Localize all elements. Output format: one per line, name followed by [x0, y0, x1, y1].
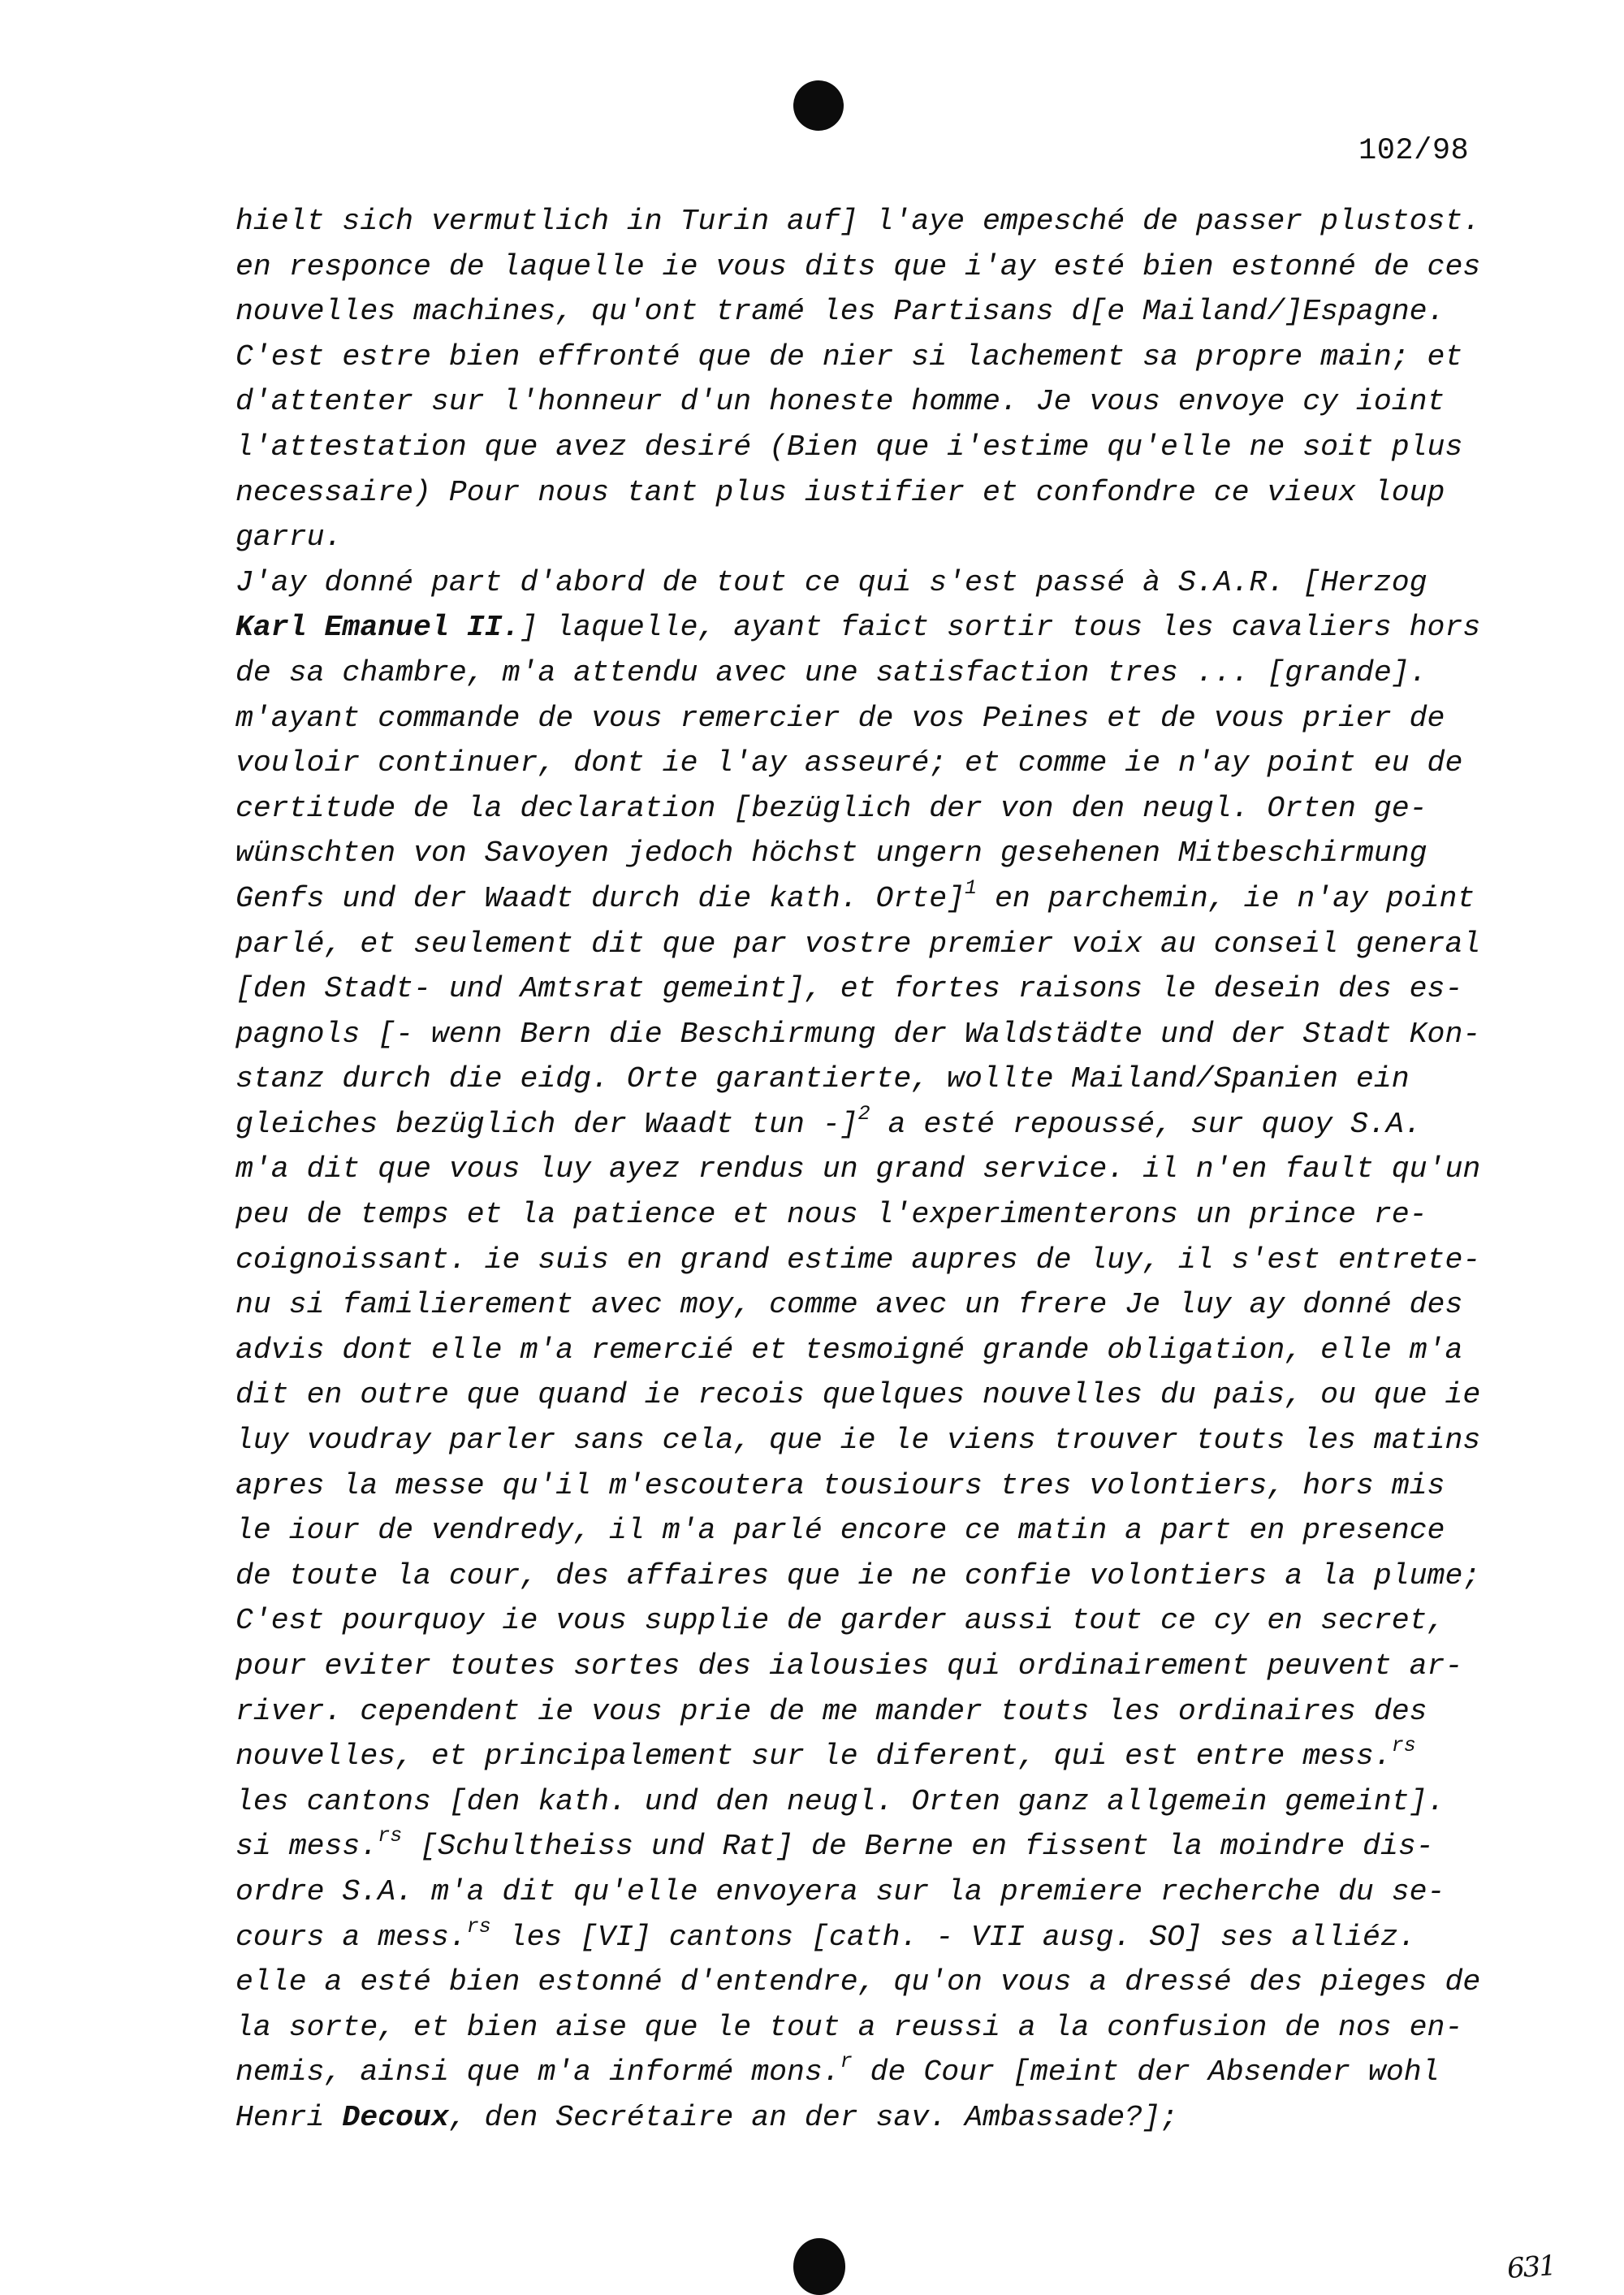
text-segment: [Schultheiss und Rat] de Berne en fissent la moindre dis- [402, 1830, 1434, 1864]
text-segment: , den Secrétaire an der sav. Ambassade?]; [448, 2100, 1178, 2134]
text-line [235, 696, 1486, 741]
text-segment: stanz durch die eidg. Orte garantierte, wollte Mailand/Spanien ein [235, 1062, 1410, 1096]
text-line [235, 470, 1486, 516]
text-segment: de toute la cour, des affaires que ie ne confie volontiers a la plume; [235, 1558, 1481, 1593]
text-segment: garru. [235, 521, 343, 555]
text-segment: C'est estre bien effronté que de nier si lachement sa propre main; et [235, 339, 1463, 374]
text-line [235, 2095, 1486, 2141]
text-segment: ] laquelle, ayant faict sortir tous les cavaliers hors [520, 611, 1481, 645]
text-segment: nu si familierement avec moy, comme avec un frere Je luy ay donné des [235, 1288, 1463, 1322]
text-line [235, 1147, 1486, 1192]
text-line [235, 966, 1486, 1012]
text-segment: apres la messe qu'il m'escoutera tousiours tres volontiers, hors mis [235, 1468, 1445, 1502]
letter-body [235, 199, 1486, 2141]
footnote-marker: rs [1391, 1734, 1416, 1758]
text-segment: cours a mess. [235, 1920, 467, 1954]
text-segment: a esté repoussé, sur quoy S.A. [870, 1107, 1422, 1141]
text-line [235, 876, 1486, 922]
page-number: 102/98 [1358, 134, 1470, 168]
text-segment: C'est pourquoy ie vous supplie de garder aussi tout ce cy en secret, [235, 1604, 1445, 1638]
text-segment: luy voudray parler sans cela, que ie le viens trouver touts les matins [235, 1424, 1481, 1458]
text-line [235, 1644, 1486, 1689]
text-line [235, 1734, 1486, 1779]
footnote-marker: 2 [857, 1101, 870, 1126]
text-line [235, 786, 1486, 832]
text-line [235, 379, 1486, 425]
text-segment: l'attestation que avez desiré (Bien que i'estime qu'elle ne soit plus [235, 430, 1463, 464]
text-segment: J'ay donné part d'abord de tout ce qui s'est passé à S.A.R. [Herzog [235, 565, 1427, 599]
text-line [235, 1102, 1486, 1148]
text-line [235, 1508, 1486, 1554]
text-line [235, 1960, 1486, 2005]
text-segment: si mess. [235, 1830, 378, 1864]
text-segment: la sorte, et bien aise que le tout a reussi a la confusion de nos en- [235, 2010, 1463, 2044]
text-segment: nouvelles, et principalement sur le diferent, qui est entre mess. [235, 1740, 1392, 1774]
footnote-marker: 1 [965, 875, 978, 900]
text-line [235, 1238, 1486, 1283]
text-segment: nouvelles machines, qu'ont tramé les Partisans d[e Mailand/]Espagne. [235, 295, 1445, 329]
text-segment: dit en outre que quand ie recois quelques nouvelles du pais, ou que ie [235, 1378, 1481, 1412]
text-line [235, 2005, 1486, 2051]
text-segment: le iour de vendredy, il m'a parlé encore ce matin a part en presence [235, 1514, 1445, 1548]
text-segment: nemis, ainsi que m'a informé mons. [235, 2055, 840, 2090]
text-segment: gleiches bezüglich der Waadt tun -] [235, 1107, 858, 1141]
text-segment: les cantons [den kath. und den neugl. Orten ganz allgemein gemeint]. [235, 1784, 1445, 1818]
text-segment: m'a dit que vous luy ayez rendus un grand service. il n'en fault qu'un [235, 1152, 1481, 1186]
text-segment: wünschten von Savoyen jedoch höchst ungern gesehenen Mitbeschirmung [235, 836, 1427, 871]
text-segment: peu de temps et la patience et nous l'experimenterons un prince re- [235, 1198, 1427, 1232]
text-line [235, 1824, 1486, 1869]
text-segment: pour eviter toutes sortes des ialousies qui ordinairement peuvent ar- [235, 1649, 1463, 1683]
text-line [235, 560, 1486, 606]
text-segment: certitude de la declaration [bezüglich der von den neugl. Orten ge- [235, 791, 1427, 825]
text-line [235, 199, 1486, 244]
text-line [235, 289, 1486, 335]
text-segment: Genfs und der Waadt durch die kath. Orte] [235, 881, 965, 915]
text-line [235, 1689, 1486, 1735]
text-segment: advis dont elle m'a remercié et tesmoigné grande obligation, elle m'a [235, 1333, 1463, 1367]
text-segment: de Cour [meint der Absender wohl [852, 2055, 1440, 2090]
text-segment: necessaire) Pour nous tant plus iustifier et confondre ce vieux loup [235, 475, 1445, 509]
text-segment: hielt sich vermutlich in Turin auf] l'aye empesché de passer plustost. [235, 205, 1481, 238]
text-line [235, 1328, 1486, 1373]
text-line [235, 922, 1486, 967]
text-segment: d'attenter sur l'honneur d'un honeste homme. Je vous envoye cy ioint [235, 385, 1445, 419]
text-line [235, 741, 1486, 786]
footnote-marker: r [840, 2050, 853, 2074]
text-line [235, 1598, 1486, 1644]
text-line [235, 335, 1486, 380]
text-segment: elle a esté bien estonné d'entendre, qu'on vous a dressé des pieges de [235, 1965, 1481, 1999]
punch-hole-top [793, 80, 844, 131]
text-segment: ordre S.A. m'a dit qu'elle envoyera sur la premiere recherche du se- [235, 1874, 1445, 1908]
handwritten-folio-number: 631 [1505, 2249, 1557, 2286]
text-line [235, 1463, 1486, 1509]
text-line [235, 1869, 1486, 1915]
text-line [235, 1779, 1486, 1825]
text-segment: m'ayant commande de vous remercier de vos Peines et de vous prier de [235, 701, 1445, 735]
text-segment: [den Stadt- und Amtsrat gemeint], et fortes raisons le desein des es- [235, 972, 1463, 1006]
text-line [235, 605, 1486, 650]
text-line [235, 1012, 1486, 1057]
text-line [235, 1915, 1486, 1960]
text-segment: en responce de laquelle ie vous dits que i'ay esté bien estonné de ces [235, 249, 1481, 283]
text-line [235, 1554, 1486, 1599]
text-line [235, 1057, 1486, 1102]
bold-name: Karl Emanuel II. [235, 611, 520, 645]
bold-name: Decoux [342, 2100, 449, 2134]
text-line [235, 1418, 1486, 1463]
text-segment: vouloir continuer, dont ie l'ay asseuré; et comme ie n'ay point eu de [235, 746, 1463, 780]
text-segment: les [VI] cantons [cath. - VII ausg. SO] ses alliéz. [490, 1920, 1416, 1954]
text-line [235, 2050, 1486, 2095]
text-line [235, 244, 1486, 290]
text-line [235, 1282, 1486, 1328]
text-segment: coignoissant. ie suis en grand estime aupres de luy, il s'est entrete- [235, 1243, 1481, 1277]
text-segment: parlé, et seulement dit que par vostre premier voix au conseil general [235, 927, 1481, 961]
text-line [235, 515, 1486, 560]
text-line [235, 1192, 1486, 1238]
text-line [235, 650, 1486, 696]
text-segment: river. cependent ie vous prie de me mander touts les ordinaires des [235, 1694, 1427, 1728]
text-line [235, 425, 1486, 470]
footnote-marker: rs [466, 1914, 491, 1938]
text-line [235, 831, 1486, 876]
punch-hole-bottom [793, 2238, 845, 2295]
footnote-marker: rs [378, 1824, 403, 1848]
text-segment: de sa chambre, m'a attendu avec une satisfaction tres ... [grande]. [235, 655, 1427, 689]
text-line [235, 1372, 1486, 1418]
text-segment: Henri [235, 2100, 343, 2134]
text-segment: en parchemin, ie n'ay point [977, 881, 1475, 915]
text-segment: pagnols [- wenn Bern die Beschirmung der Waldstädte und der Stadt Kon- [235, 1017, 1481, 1051]
